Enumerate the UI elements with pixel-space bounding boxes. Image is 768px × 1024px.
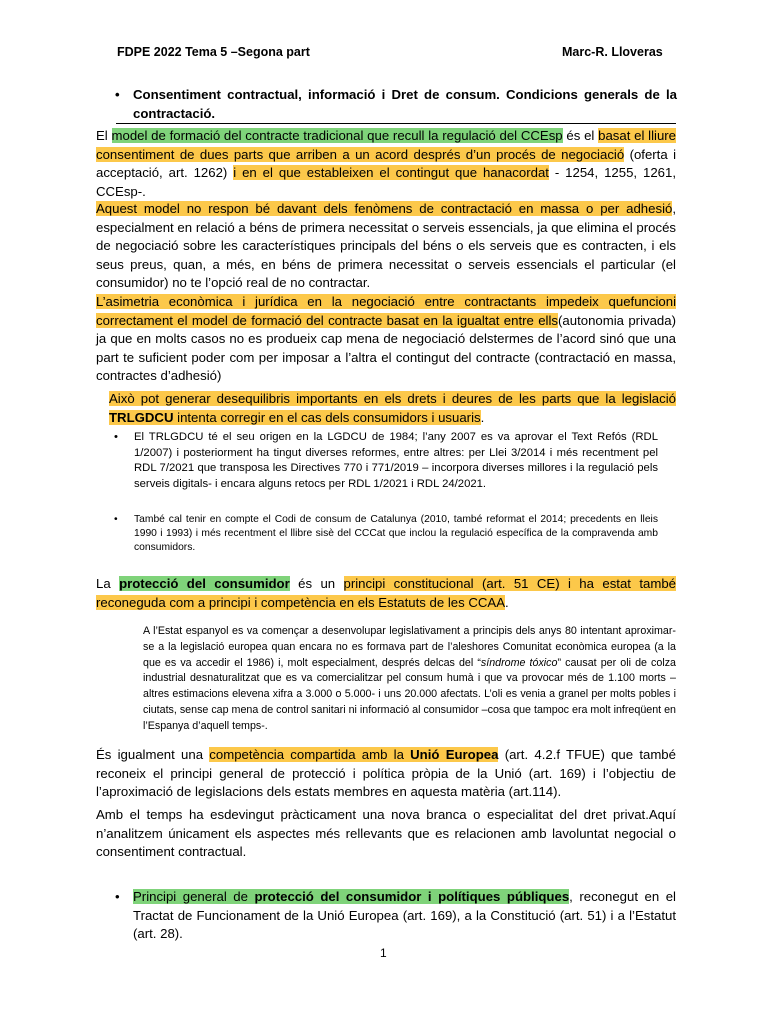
p1-highlight-yellow-2: i en el que estableixen el contingut que hanacordat (233, 165, 549, 181)
quote-text-c: ” causat per oli de colza industrial desnaturalitzat que es va comercialitzar pel consum humà i que va provocar més de 1.100 morts –altres estimacions elevena xifra a 3.000 o 5.000- i uns 20.000 afectats. L’oli es venia a granel per molts pobles i ciutats, sense cap mena de control sanitari ni informació al consumidor –cosa que tampoc era molt infreqüent en l’Espanya d’aquell temps-. (143, 656, 676, 732)
paragraph-2 (96, 200, 676, 293)
b2-highlight-green-2: protecció del consumidor i polítiques públiques (254, 889, 570, 904)
b2-highlight-green-1: Principi general de (133, 889, 255, 904)
p4-highlight-yellow-1: Això pot generar desequilibris importants en els drets i deures de les parts que la legislació (109, 391, 676, 406)
p1-highlight-yellow-1: basat el lliure consentiment de dues parts que arriben a un acord després d’un procés de negociació (96, 128, 677, 162)
p4-text-d: . (480, 409, 485, 425)
sub-bullet-2 (114, 513, 658, 556)
quote-text-a: A l’Estat espanyol es va començar a desenvolupar legislativament a principis dels anys 80 intentant aproximar-se a la legislació europea quan encara no es formava part de l’aleshores Comunitat econòmica europea (a la que es va accedir el 1986) i, molt especialment, després delcas del “ (143, 625, 676, 669)
p4-trlgdcu: TRLGDCU (109, 409, 174, 425)
historical-note (143, 624, 676, 735)
p5-highlight-yellow: principi constitucional (art. 51 CE) i ha estat també reconeguda com a principi i competència en els Estatuts de les CCAA (96, 576, 676, 610)
paragraph-1 (96, 127, 676, 201)
p1-highlight-green: model de formació del contracte tradicional que recull la regulació del CCEsp (111, 128, 563, 143)
bullet-2 (115, 888, 676, 944)
paragraph-6 (96, 746, 676, 802)
paragraph-5 (96, 575, 676, 612)
paragraph-4 (109, 390, 676, 427)
heading-underline (116, 123, 676, 124)
p1-text-g: - 1254, 1255, 1261, CCEsp-. (96, 165, 677, 199)
section-heading-text: Consentiment contractual, informació i Dret de consum. Condicions generals de la contractació. (133, 87, 677, 121)
bullet-icon: • (115, 889, 120, 904)
paragraph-7: Amb el temps ha esdevingut pràcticament una nova branca o especialitat del dret privat.Aquí n’analitzem únicament els aspectes més rellevants que es relacionen amb lavoluntat negocial o consentiment contractual. (96, 807, 676, 860)
page-number: 1 (380, 946, 387, 960)
bullet-icon: • (114, 514, 118, 525)
p3-highlight-yellow: L’asimetria econòmica i jurídica en la negociació entre contractants impedeix quefuncioni correctament el model de formació del contracte basat en la igualtat entre ells (96, 294, 676, 328)
p4-highlight-yellow-2: intenta corregir en el cas dels consumidors i usuaris (173, 409, 481, 425)
p5-text-a: La (96, 576, 120, 591)
p5-text-c: és un (289, 576, 344, 591)
p5-text-e: . (505, 594, 509, 610)
p2-text: , especialment en relació a béns de primera necessitat o serveis essencials, ja que elimina el procés de negociació sobre les característiques principals del béns o els serveis que es contracten, i els seus preus, quan, a més, en béns de primera necessitat o serveis essencials el particular (el consumidor) no te l’opció real de no contractar. (96, 201, 676, 291)
p5-highlight-green: protecció del consumidor (119, 576, 290, 591)
p1-text-c: és el (562, 128, 599, 143)
bullet-2-text (133, 888, 676, 944)
b2-text: , reconegut en el Tractat de Funcionament de la Unió Europea (art. 169), a la Constitució (art. 51) i a l’Estatut (art. 28). (133, 889, 676, 942)
p6-text-d: (art. 4.2.f TFUE) que també reconeix el principi general de protecció i política pròpia de la Unió (art. 169) i l’objectiu de l’aproximació de legislacions dels estats membres en aquesta matèria (art.114). (96, 747, 676, 800)
sub-bullet-1 (114, 430, 658, 492)
bullet-icon: • (115, 87, 120, 102)
quote-italic: síndrome tóxico (480, 656, 558, 669)
sub-bullet-2-text: També cal tenir en compte el Codi de consum de Catalunya (2010, també reformat el 2014; precedents en lleis 1990 i 1993) i més recentment el llibre sisè del CCCat que inclou la regulació específica de la compravenda amb consumidors. (134, 514, 658, 554)
p2-highlight-yellow: Aquest model no respon bé davant dels fenòmens de contractació en massa o per adhesió (96, 201, 673, 216)
paragraph-3 (96, 293, 676, 386)
p3-text: (autonomia privada) ja que en molts casos no es produeix cap mena de negociació delstermes de l’acord sinó que una part te suficient poder com per imposar a l’altra el contingut del contracte (contractació en massa, contractes d’adhesió) (96, 312, 676, 384)
header-left: FDPE 2022 Tema 5 –Segona part (117, 45, 310, 59)
p6-highlight-yellow: competència compartida amb la (209, 747, 411, 762)
header-right: Marc-R. Lloveras (562, 45, 663, 59)
p6-text-a: És igualment una (96, 747, 210, 762)
sub-bullet-1-text: El TRLGDCU té el seu origen en la LGDCU de 1984; l’any 2007 es va aprovar el Text Refós (RDL 1/2007) i posteriorment ha tingut diverses reformes, entre altres: per Llei 3/2014 i més recentment pel RDL 7/2021 que transposa les Directives 770 i 771/2019 – incorpora diverses millores i la regulació pels serveis digitals- i encara alguns retocs per RDL 1/2021 i RDL 24/2021. (134, 431, 658, 490)
section-heading (115, 86, 677, 123)
bullet-icon: • (114, 431, 118, 443)
p1-text-e: (oferta i acceptació, art. 1262) (96, 146, 676, 181)
p1-text-a: El (96, 128, 112, 143)
p6-ue: Unió Europea (410, 747, 499, 762)
